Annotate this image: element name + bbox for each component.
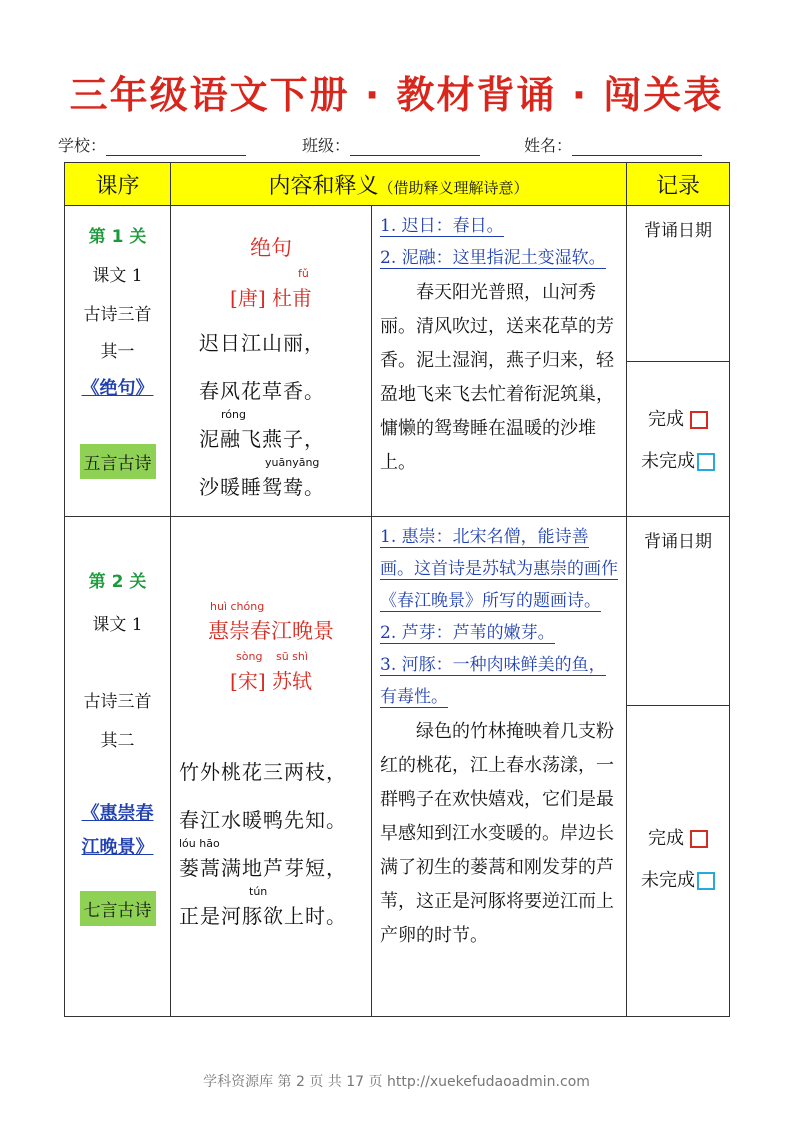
translation: 春天阳光普照，山河秀丽。清风吹过，送来花草的芳香。泥土湿润，燕子归来，轻盈地飞来飞去忙着衔泥筑巢，慵懒的鸳鸯睡在温暖的沙堆上。 (380, 282, 614, 473)
author-name: fǔ 杜甫 (271, 267, 312, 310)
done-checkbox[interactable] (690, 411, 708, 429)
header-lesson: 课序 (65, 163, 171, 206)
record-status-cell-2 (627, 706, 730, 1017)
record-date-cell-2[interactable] (627, 517, 730, 706)
poem-cell-2 (171, 517, 372, 1017)
poem-form-badge: 七言古诗 (80, 891, 156, 926)
done-option[interactable]: 完成 (627, 405, 729, 431)
poem-line-1: 迟日江山丽， (199, 331, 325, 355)
table-header-row (65, 163, 730, 206)
lesson-group: 古诗三首 (83, 305, 152, 325)
pinyin-louhao: lóu hāo (179, 837, 220, 850)
class-line[interactable] (350, 139, 480, 156)
author-dynasty: [唐] (230, 286, 266, 310)
note-item: 1. 惠崇：北宋名僧，能诗善画。这首诗是苏轼为惠崇的画作《春江晚景》所写的题画诗。 (380, 527, 618, 611)
undone-option[interactable]: 未完成 (627, 866, 729, 892)
note-item: 3. 河豚：一种肉味鲜美的鱼，有毒性。 (380, 655, 606, 707)
poem-title: 绝句 (250, 236, 292, 260)
poem-link[interactable]: 《绝句》 (81, 378, 154, 399)
note-item: 1. 迟日：春日。 (380, 216, 504, 236)
pinyin-tun: tún (249, 885, 268, 898)
poem-line-1: 竹外桃花三两枝， (179, 760, 347, 784)
notes-cell-1 (372, 206, 627, 517)
header-record: 记录 (627, 163, 730, 206)
poem-form-badge: 五言古诗 (80, 444, 156, 479)
translation: 绿色的竹林掩映着几支粉红的桃花，江上春水荡漾，一群鸭子在欢快嬉戏，它们是最早感知到江水变暖的。岸边长满了初生的蒌蒿和刚发芽的芦苇，这正是河豚将要逆江而上产卵的时节。 (380, 721, 614, 946)
note-item: 2. 芦芽：芦苇的嫩芽。 (380, 623, 555, 643)
poem-title: huì chóng 惠崇春江晚景 (208, 600, 334, 643)
record-status-cell-1 (627, 361, 730, 517)
level-label: 第 2 关 (88, 572, 147, 592)
undone-option[interactable]: 未完成 (627, 447, 729, 473)
lesson-number: 课文 1 (92, 615, 143, 635)
done-checkbox[interactable] (690, 830, 708, 848)
pinyin-rong: róng (221, 408, 246, 421)
poem-author (171, 650, 371, 694)
notes-cell-2 (372, 517, 627, 1017)
poem-line-4: yuānyāng 沙暖睡鸳鸯。 (199, 456, 325, 499)
page-title: 三年级语文下册 · 教材背诵 · 闯关表 (69, 73, 724, 117)
title-pinyin: huì chóng (210, 600, 265, 613)
recitation-table (64, 162, 730, 1017)
author-pinyin: sū shì (275, 650, 308, 663)
poem-line-3: lóu hāo 蒌蒿满地芦芽短， (179, 837, 347, 880)
table-row (65, 206, 730, 362)
author-name: 苏轼 (271, 669, 312, 693)
poem-cell-1 (171, 206, 372, 517)
school-line[interactable] (106, 139, 246, 156)
header-content-label: 内容和释义 (268, 173, 379, 199)
author-pinyin: fǔ (297, 267, 309, 280)
record-date-cell-1[interactable] (627, 206, 730, 362)
name-line[interactable] (572, 139, 702, 156)
lesson-group: 古诗三首 (83, 692, 152, 712)
lesson-cell-2 (65, 517, 171, 1017)
dynasty-pinyin: sòng (236, 650, 263, 663)
poem-link[interactable]: 《惠崇春江晚景》 (81, 803, 154, 858)
lesson-cell-1 (65, 206, 171, 517)
name-label: 姓名： (524, 136, 573, 155)
class-field[interactable] (302, 133, 480, 155)
undone-checkbox[interactable] (697, 872, 715, 890)
class-label: 班级： (302, 136, 351, 155)
name-field[interactable] (524, 133, 702, 155)
note-item: 2. 泥融：这里指泥土变湿软。 (380, 248, 606, 268)
poem-author (171, 267, 371, 311)
done-option[interactable]: 完成 (627, 824, 729, 850)
undone-checkbox[interactable] (697, 453, 715, 471)
school-label: 学校： (58, 136, 107, 155)
poem-line-4: tún 正是河豚欲上时。 (179, 885, 347, 928)
level-label: 第 1 关 (88, 227, 147, 247)
record-date-label: 背诵日期 (644, 532, 712, 552)
table-row (65, 517, 730, 706)
lesson-order: 其一 (100, 342, 135, 362)
school-field[interactable] (58, 133, 246, 155)
author-dynasty: [宋] (230, 669, 266, 693)
poem-line-3: róng 泥融飞燕子， (199, 408, 325, 451)
pinyin-yuanyang: yuānyāng (265, 456, 320, 469)
page-footer: 学科资源库 第 2 页 共 17 页 http://xuekefudaoadmin.com (203, 1074, 590, 1090)
poem-line-2: 春江水暖鸭先知。 (179, 808, 347, 832)
poem-line-2: 春风花草香。 (199, 379, 325, 403)
record-date-label: 背诵日期 (644, 221, 712, 241)
lesson-number: 课文 1 (92, 266, 143, 286)
lesson-order: 其二 (100, 731, 135, 751)
header-content-sub: （借助释义理解诗意） (378, 178, 529, 197)
header-content (171, 163, 627, 206)
